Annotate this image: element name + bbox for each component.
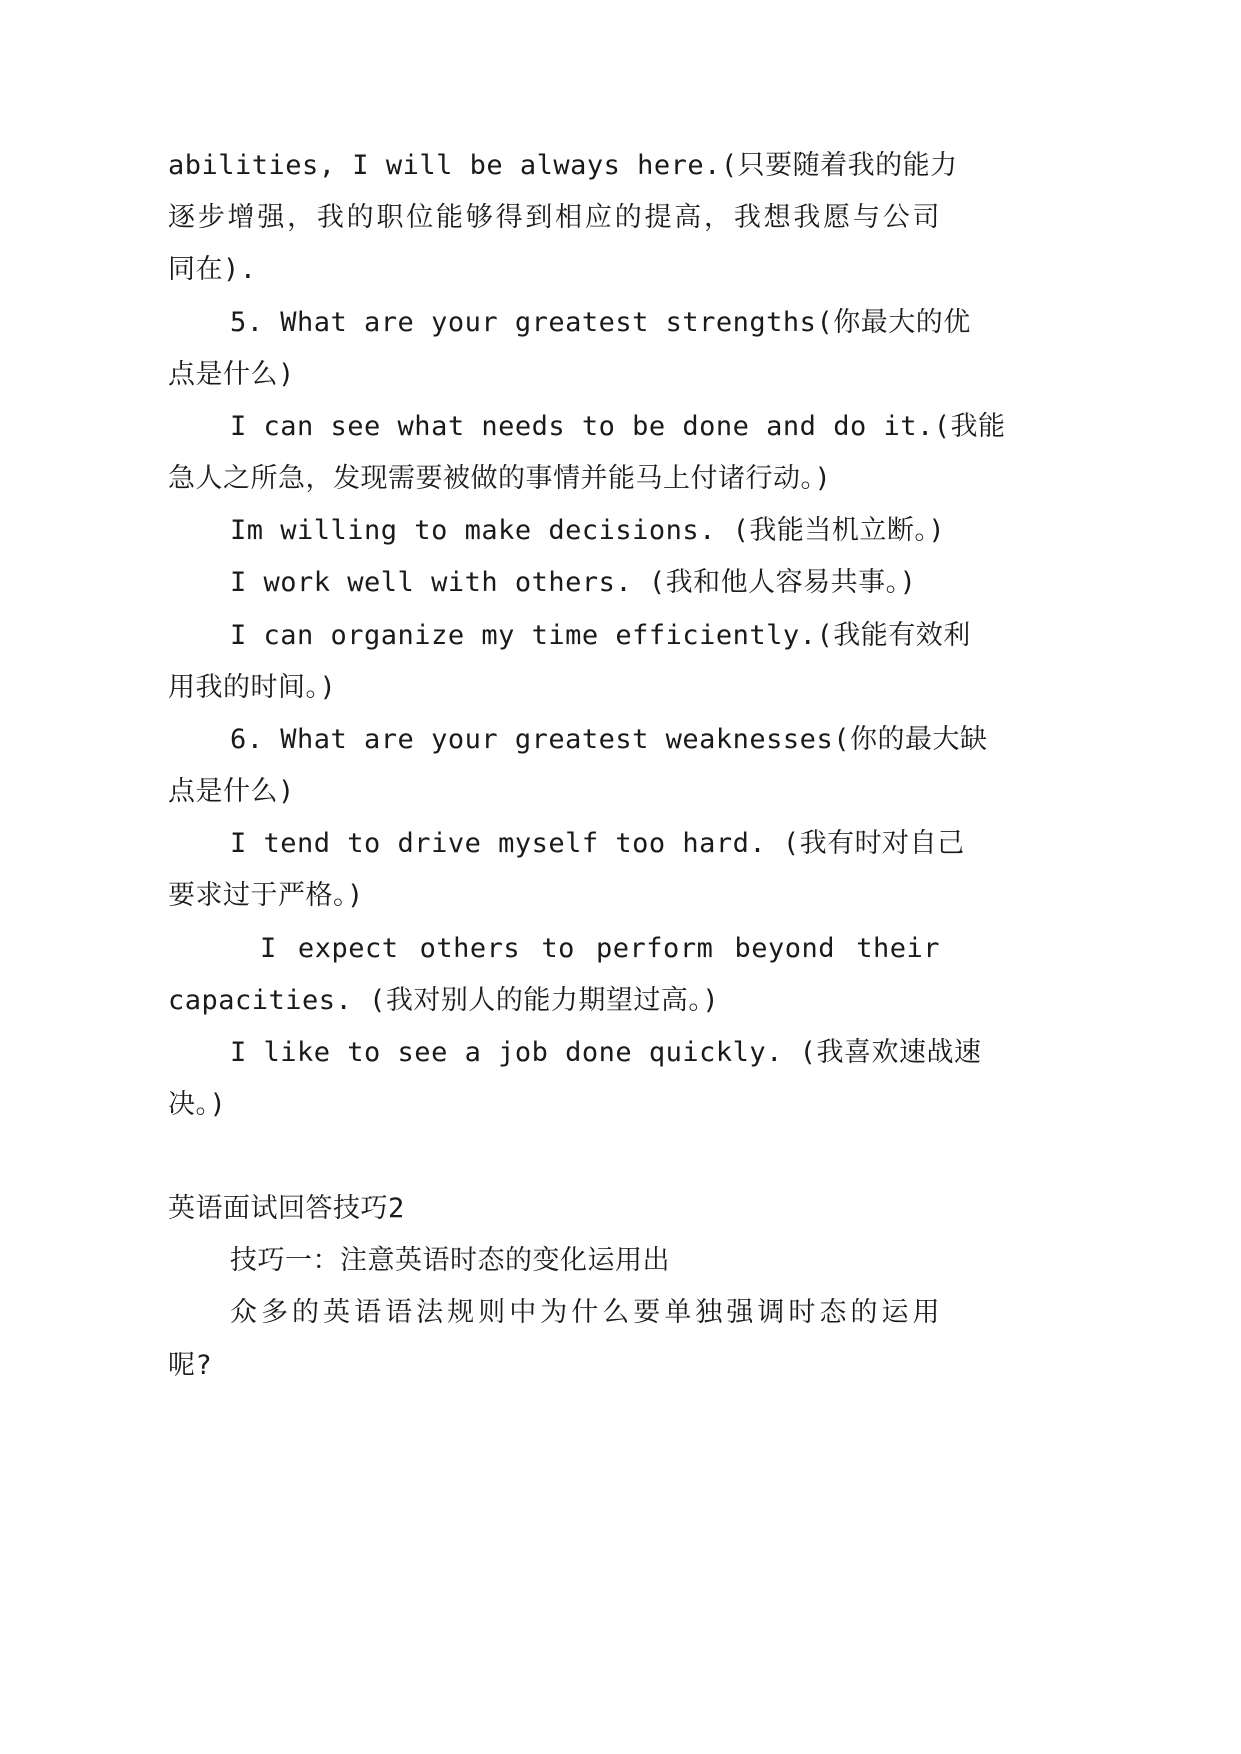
text-line: 用我的时间。) <box>168 672 337 703</box>
text-line: 呢? <box>168 1350 213 1381</box>
question-5: 5. What are your greatest strengths(你最大的优 <box>230 307 971 338</box>
answer-line: I expect others to perform beyond their <box>260 933 940 964</box>
body-line: 众多的英语语法规则中为什么要单独强调时态的运用 <box>230 1297 940 1328</box>
section-heading: 英语面试回答技巧2 <box>168 1193 405 1224</box>
answer-line: I can organize my time efficiently.(我能有效利 <box>230 620 971 651</box>
text-line: 急人之所急，发现需要被做的事情并能马上付诸行动。) <box>168 463 832 494</box>
answer-line: I can see what needs to be done and do it.(我能 <box>230 411 1006 442</box>
answer-line: I work well with others. (我和他人容易共事。) <box>230 567 917 598</box>
text-line: 点是什么) <box>168 359 295 390</box>
answer-line: I tend to drive myself too hard. (我有时对自己 <box>230 828 965 859</box>
text-line: 逐步增强，我的职位能够得到相应的提高，我想我愿与公司 <box>168 202 940 233</box>
text-line: 同在). <box>168 254 257 285</box>
question-6: 6. What are your greatest weaknesses(你的最大缺 <box>230 724 988 755</box>
answer-line: Im willing to make decisions. (我能当机立断。) <box>230 515 946 546</box>
text-line: 点是什么) <box>168 776 295 807</box>
text-line: 要求过于严格。) <box>168 880 364 911</box>
text-line: abilities, I will be always here.(只要随着我的能力 <box>168 150 958 181</box>
answer-line: I like to see a job done quickly. (我喜欢速战速 <box>230 1037 982 1068</box>
tip-heading: 技巧一：注意英语时态的变化运用出 <box>230 1245 670 1276</box>
text-line: 决。) <box>168 1089 227 1120</box>
text-line: capacities. (我对别人的能力期望过高。) <box>168 985 720 1016</box>
